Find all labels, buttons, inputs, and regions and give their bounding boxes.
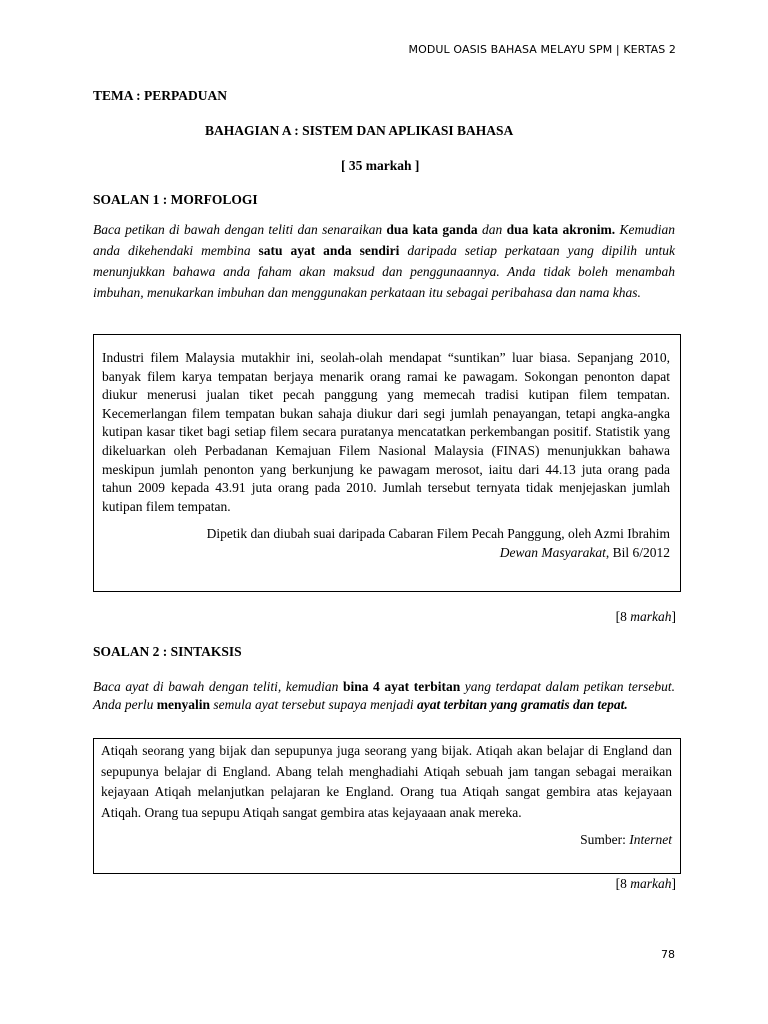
instr-text: yang terdapat dalam petikan tersebut. Anda perlu <box>93 679 675 712</box>
soalan1-passage: Industri filem Malaysia mutakhir ini, seolah-olah mendapat “suntikan” luar biasa. Sepanjang 2010, banyak filem karya tempatan berjaya menarik orang ramai ke pawagam. Sokongan penonton dapat diukur menerusi jualan tiket pecah panggung yang memecah tradisi kutipan filem tempatan. Kecemerlangan filem tempatan bukan sahaja diukur dari segi jumlah penayangan, tetapi angka-angka kutipan kasar tiket bagi setiap filem secara puratanya mencatatkan perkembangan positif. Statistik yang dikeluarkan oleh Perbadanan Kemajuan Filem Nasional Malaysia (FINAS) menunjukkan bahawa meskipun jumlah penonton yang berkunjung ke pawagam merosot, iaitu dari 44.13 juta orang pada tahun 2009 kepada 43.91 juta orang pada 2010. Jumlah tersebut ternyata tidak menjejaskan jumlah kutipan filem tempatan. <box>102 350 670 514</box>
instr-bold: ayat terbitan yang gramatis dan tepat. <box>417 696 628 712</box>
soalan2-passage: Atiqah seorang yang bijak dan sepupunya juga seorang yang bijak. Atiqah akan belajar di England dan sepupunya belajar di England. Abang telah menghadiahi Atiqah sebuah jam tangan sebagai meraikan kejayaan Atiqah melanjutkan pelajaran ke England. Orang tua Atiqah sangat gembira atas kejayaan Atiqah. Orang tua sepupu Atiqah sangat gembira atas kejayaaan anak mereka. <box>101 743 672 820</box>
source-issue: , Bil 6/2012 <box>605 545 670 561</box>
marks-word: markah <box>630 609 672 624</box>
soalan2-passage-box <box>93 738 681 874</box>
marks-open: [8 <box>615 609 631 624</box>
instr-text: daripada setiap perkataan yang dipilih untuk menunjukkan bahawa anda faham akan maksud dan penggunaannya. Anda tidak boleh menambah imbuhan, menukarkan imbuhan dan menggunakan perkataan itu sebagai peribahasa dan nama khas. <box>93 243 675 300</box>
marks-word: markah <box>630 876 672 891</box>
soalan2-instructions <box>93 678 675 713</box>
source-line: Dipetik dan diubah suai daripada Cabaran Filem Pecah Panggung, oleh Azmi Ibrahim <box>206 526 670 542</box>
instr-text: Baca ayat di bawah dengan teliti, kemudian <box>93 679 343 694</box>
bahagian-heading: BAHAGIAN A : SISTEM DAN APLIKASI BAHASA <box>205 123 514 138</box>
instr-bold: menyalin <box>156 696 211 712</box>
instr-bold: bina 4 ayat terbitan <box>342 679 461 694</box>
instr-bold: satu ayat anda sendiri <box>258 243 400 258</box>
tema-heading: TEMA : PERPADUAN <box>93 88 227 103</box>
source-line <box>102 543 670 562</box>
soalan2-marks <box>616 876 676 892</box>
soalan1-passage-box <box>93 334 681 592</box>
instr-bold: dua kata ganda <box>386 222 478 237</box>
soalan1-title: SOALAN 1 : MORFOLOGI <box>93 192 258 207</box>
instr-text: Kemudian anda dikehendaki membina <box>93 222 676 258</box>
soalan1-instructions <box>93 219 675 303</box>
soalan2-source <box>101 830 672 849</box>
total-marks: [ 35 markah ] <box>341 158 420 173</box>
instr-text: dan <box>477 222 507 237</box>
marks-close: ] <box>671 876 676 891</box>
soalan1-source <box>102 524 670 562</box>
soalan1-marks <box>616 609 676 625</box>
source-label: Sumber: <box>580 832 630 848</box>
marks-open: [8 <box>615 876 631 891</box>
instr-text: semula ayat tersebut supaya menjadi <box>210 696 417 712</box>
page-number: 78 <box>661 948 675 961</box>
instr-text: Baca petikan di bawah dengan teliti dan senaraikan <box>93 222 387 237</box>
instr-bold: dua kata akronim. <box>506 222 616 237</box>
source-magazine: Dewan Masyarakat <box>499 545 606 561</box>
page-header: MODUL OASIS BAHASA MELAYU SPM | KERTAS 2 <box>408 43 676 56</box>
marks-close: ] <box>671 609 676 624</box>
soalan2-title: SOALAN 2 : SINTAKSIS <box>93 644 242 659</box>
source-value: Internet <box>629 832 672 848</box>
